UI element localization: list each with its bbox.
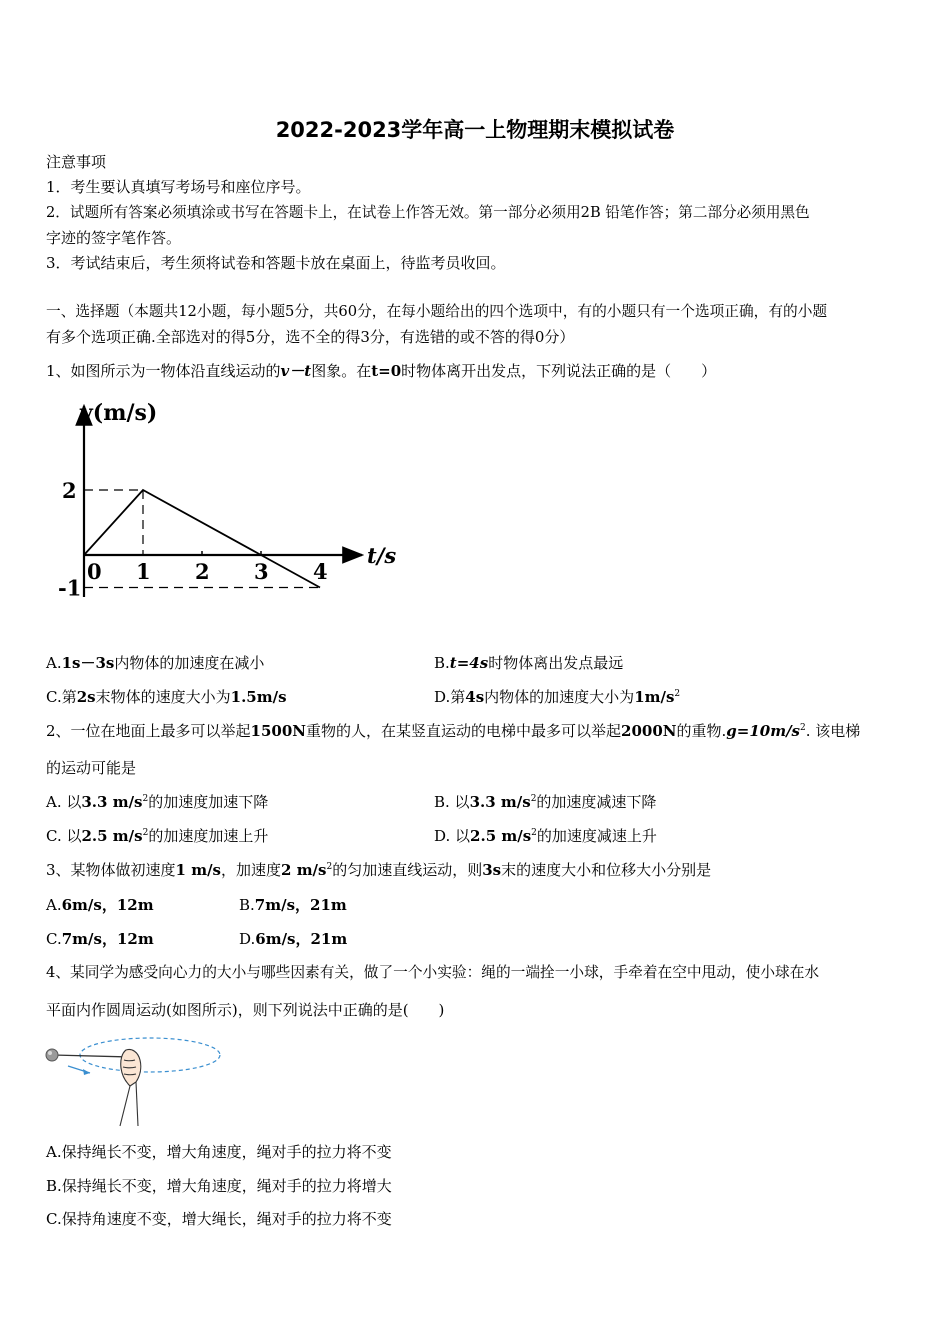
x-axis-label: t/s — [367, 543, 397, 568]
q2-option-d: D. 以2.5 $m/s^2$的加速度减速上升 — [434, 827, 657, 845]
q3-option-b: B.7m/s，21m — [239, 896, 347, 914]
q3-stem: 3、某物体做初速度1 m/s，加速度2 $m/s^2$的匀加速直线运动，则3s末的速度大小和位移大小分别是 — [46, 861, 712, 879]
string — [53, 1055, 130, 1057]
x-tick-label: 4 — [313, 559, 328, 584]
q3-option-c: C.7m/s，12m — [46, 930, 154, 948]
q1-option-c: C.第2s末物体的速度大小为1.5m/s — [46, 688, 287, 706]
x-tick-label: 0 — [87, 559, 102, 584]
q3-option-a: A.6m/s，12m — [46, 896, 154, 914]
notice-heading: 注意事项 — [46, 153, 107, 171]
q2-option-a: A. 以3.3 $m/s^2$的加速度加速下降 — [46, 793, 269, 811]
q4-option-a: A.保持绳长不变，增大角速度，绳对手的拉力将不变 — [46, 1143, 392, 1161]
q1-stem: 1、如图所示为一物体沿直线运动的v－t图象。在t=0时物体离开出发点，下列说法正确的是（ ） — [46, 362, 717, 380]
y-tick-label: -1 — [58, 575, 82, 601]
ball — [46, 1049, 58, 1061]
notice-item: 3．考试结束后，考生须将试卷和答题卡放在桌面上，待监考员收回。 — [46, 254, 506, 272]
x-tick-label: 1 — [136, 559, 151, 584]
hand-icon — [120, 1049, 141, 1126]
orbit-path — [80, 1038, 220, 1072]
q1-option-a: A.1s－3s内物体的加速度在减小 — [46, 654, 265, 672]
notice-item: 2．试题所有答案必须填涂或书写在答题卡上，在试卷上作答无效。第一部分必须用2B 铅笔作答；第二部分必须用黑色 — [46, 204, 810, 221]
q1-option-b: B.t=4s时物体离出发点最远 — [434, 654, 624, 672]
q2-stem-line2: 的运动可能是 — [46, 759, 137, 777]
q2-option-c: C. 以2.5 $m/s^2$的加速度加速上升 — [46, 827, 269, 845]
x-tick-label: 2 — [195, 559, 210, 584]
q2-option-b: B. 以3.3 $m/s^2$的加速度减速下降 — [434, 793, 657, 811]
y-axis-label: v(m/s) — [80, 400, 158, 426]
y-tick-label: 2 — [62, 478, 77, 503]
section-intro: 一、选择题（本题共12小题，每小题5分，共60分，在每小题给出的四个选项中，有的小题只有一个选项正确，有的小题 — [46, 303, 828, 320]
q4-stem: 4、某同学为感受向心力的大小与哪些因素有关，做了一个小实验：绳的一端拴一小球，手牵着在空中甩动，使小球在水 — [46, 964, 820, 981]
q2-stem: 2、一位在地面上最多可以举起1500N重物的人，在某竖直运动的电梯中最多可以举起2000N的重物$.g=10m/s^2$. 该电梯 — [46, 722, 861, 740]
q4-stem-line2: 平面内作圆周运动(如图所示)，则下列说法中正确的是( ) — [46, 1001, 445, 1019]
q4-option-c: C.保持角速度不变，增大绳长，绳对手的拉力将不变 — [46, 1210, 392, 1228]
notice-item: 1．考生要认真填写考场号和座位序号。 — [46, 178, 311, 196]
page-title: 2022-2023学年高一上物理期末模拟试卷 — [275, 118, 675, 142]
notice-item: 字迹的签字笔作答。 — [46, 229, 182, 247]
circular-motion-figure — [40, 1030, 230, 1130]
arrow-head — [83, 1069, 90, 1075]
q4-option-b: B.保持绳长不变，增大角速度，绳对手的拉力将增大 — [46, 1177, 392, 1195]
x-tick-label: 3 — [254, 559, 269, 584]
section-intro: 有多个选项正确.全部选对的得5分，选不全的得3分，有选错的或不答的得0分） — [46, 328, 575, 346]
vt-graph — [40, 392, 410, 614]
q3-option-d: D.6m/s，21m — [239, 930, 348, 948]
q1-option-d: D.第4s内物体的加速度大小为$1m/s^2$ — [434, 688, 681, 706]
